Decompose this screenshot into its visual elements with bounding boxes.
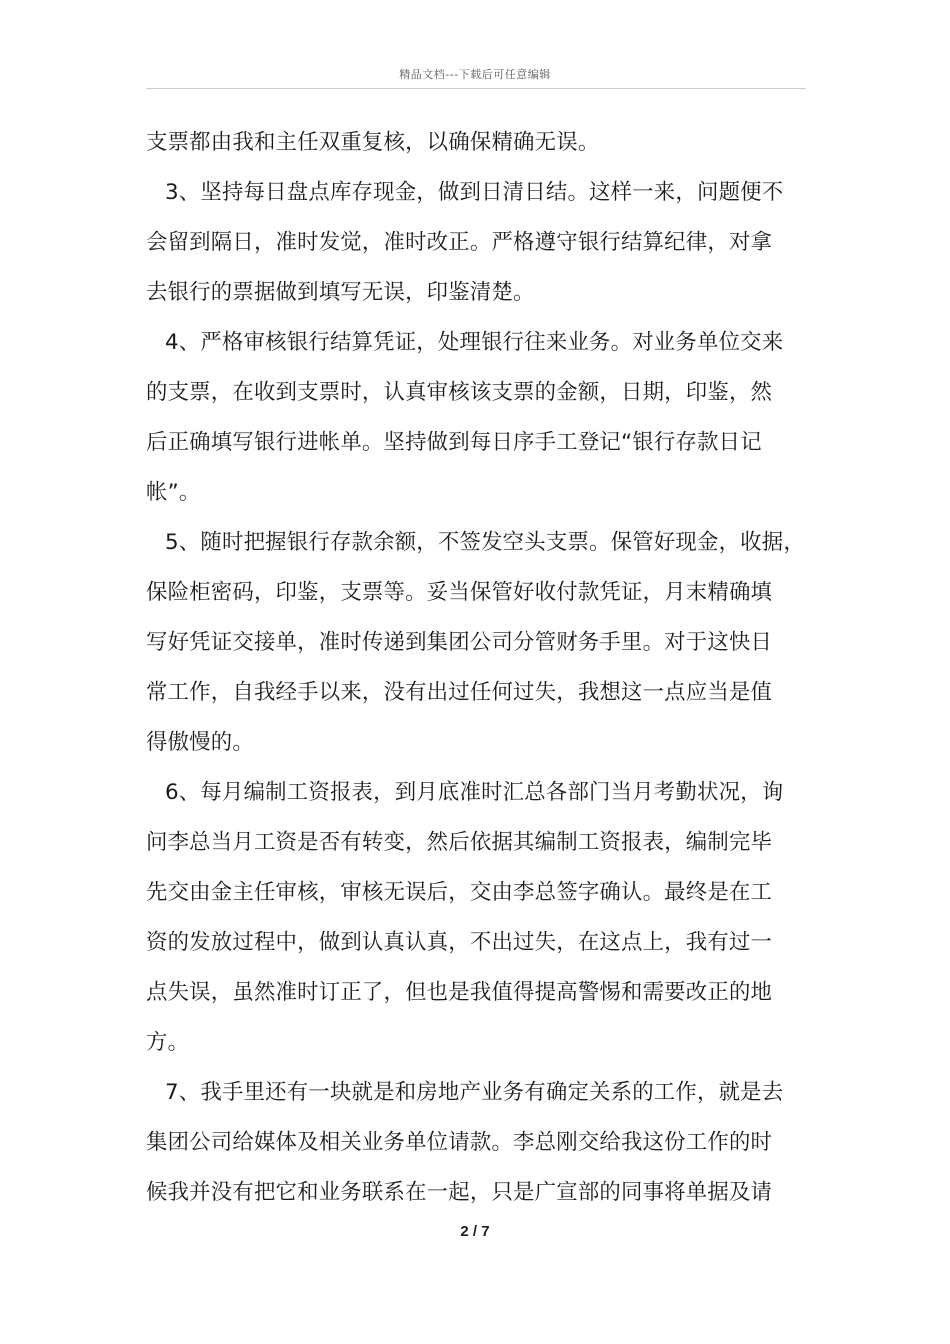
header-divider xyxy=(146,88,806,89)
text-line: 7、我手里还有一块就是和房地产业务有确定关系的工作，就是去 xyxy=(165,1080,784,1105)
document-body xyxy=(146,118,808,1218)
text-line: 集团公司给媒体及相关业务单位请款。李总刚交给我这份工作的时 xyxy=(146,1130,773,1155)
text-line: 去银行的票据做到填写无误，印鉴清楚。 xyxy=(146,280,535,305)
text-line: 后正确填写银行进帐单。坚持做到每日序手工登记“银行存款日记 xyxy=(146,430,762,455)
text-line: 的支票，在收到支票时，认真审核该支票的金额，日期，印鉴，然 xyxy=(146,380,773,405)
text-line: 4、严格审核银行结算凭证，处理银行往来业务。对业务单位交来 xyxy=(165,330,784,355)
text-line: 帐”。 xyxy=(146,480,201,505)
text-line: 5、随时把握银行存款余额，不签发空头支票。保管好现金，收据， xyxy=(165,530,805,555)
text-line: 3、坚持每日盘点库存现金，做到日清日结。这样一来，问题便不 xyxy=(165,180,784,205)
text-line: 方。 xyxy=(146,1030,190,1055)
text-line: 候我并没有把它和业务联系在一起，只是广宣部的同事将单据及请 xyxy=(146,1180,773,1205)
text-line: 点失误，虽然准时订正了，但也是我值得提高警惕和需要改正的地 xyxy=(146,980,773,1005)
text-line: 资的发放过程中，做到认真认真，不出过失，在这点上，我有过一 xyxy=(146,930,773,955)
text-line: 常工作，自我经手以来，没有出过任何过失，我想这一点应当是值 xyxy=(146,680,773,705)
text-line: 6、每月编制工资报表，到月底准时汇总各部门当月考勤状况，询 xyxy=(165,780,784,805)
text-line: 保险柜密码，印鉴，支票等。妥当保管好收付款凭证，月末精确填 xyxy=(146,580,773,605)
text-line: 写好凭证交接单，准时传递到集团公司分管财务手里。对于这快日 xyxy=(146,630,773,655)
text-line: 会留到隔日，准时发觉，准时改正。严格遵守银行结算纪律，对拿 xyxy=(146,230,773,255)
page-header: 精品文档---下载后可任意编辑 xyxy=(399,68,551,81)
text-line: 问李总当月工资是否有转变，然后依据其编制工资报表，编制完毕 xyxy=(146,830,773,855)
text-line: 先交由金主任审核，审核无误后，交由李总签字确认。最终是在工 xyxy=(146,880,773,905)
page-number: 2 / 7 xyxy=(460,1223,490,1240)
text-line: 支票都由我和主任双重复核，以确保精确无误。 xyxy=(146,130,600,155)
text-line: 得傲慢的。 xyxy=(146,730,254,755)
